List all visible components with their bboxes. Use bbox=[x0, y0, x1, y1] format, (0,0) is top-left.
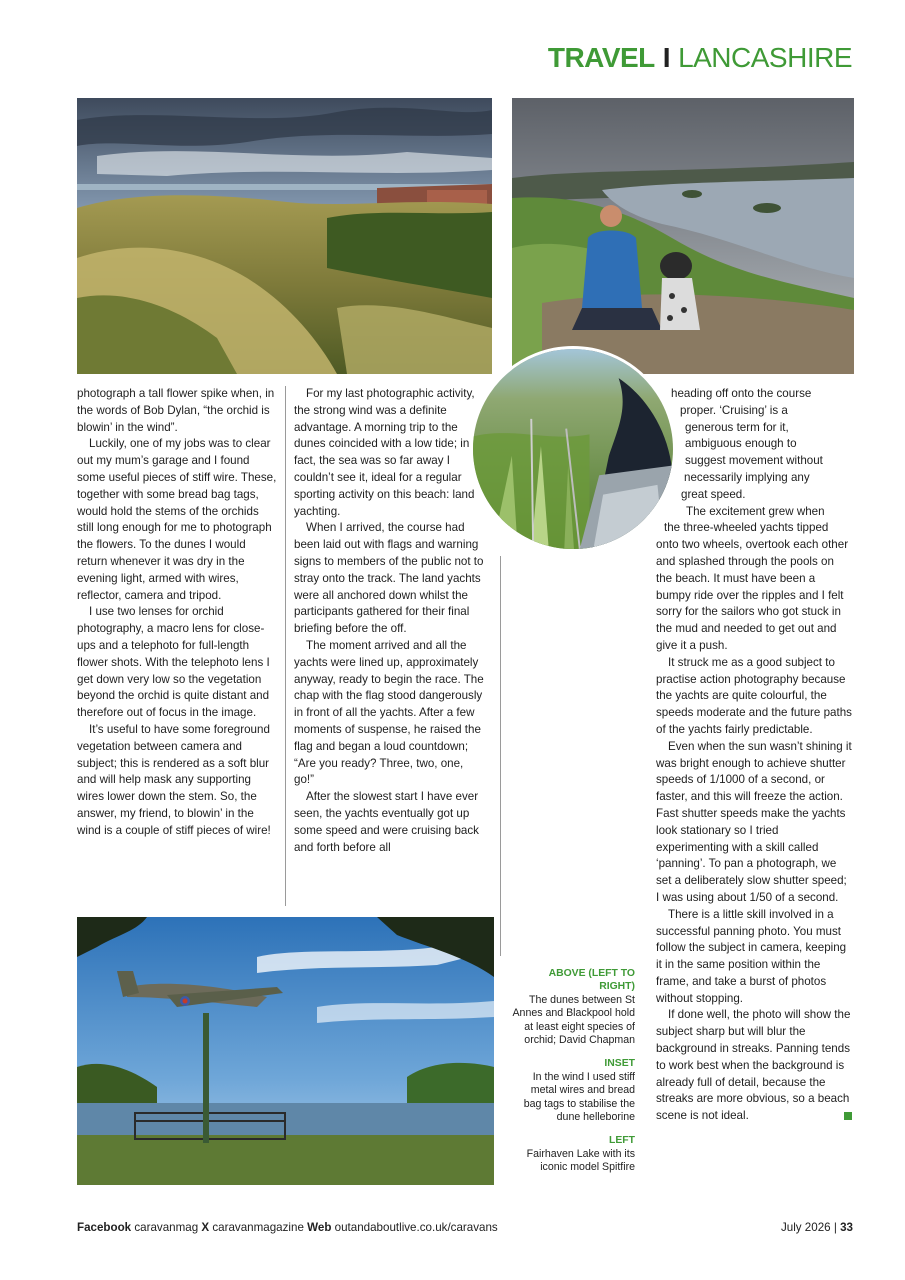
web-url[interactable]: outandaboutlive.co.uk/caravans bbox=[334, 1221, 498, 1234]
x-label: X bbox=[201, 1221, 210, 1234]
column-rule-2 bbox=[500, 556, 501, 956]
photo-orchid-inset bbox=[470, 346, 676, 552]
caption-left bbox=[512, 1134, 635, 1174]
text-line: heading off onto the course bbox=[671, 387, 812, 400]
text-line: necessarily implying any bbox=[684, 470, 810, 484]
header-separator: I bbox=[662, 42, 671, 73]
photo-dunes bbox=[77, 98, 492, 374]
caption-inset bbox=[512, 1057, 635, 1124]
photo-captions bbox=[512, 967, 635, 1185]
text-line: The excitement grew when bbox=[686, 504, 825, 518]
article-column-3 bbox=[656, 386, 852, 1125]
text-line: suggest movement without bbox=[685, 454, 823, 468]
paragraph: The moment arrived and all the yachts were lined up, approximately anyway, ready to begin the race. The chap with the flag stood dangerously in front of all the yachts. After a few moments of suspense, he raised the flag and began a loud countdown; “Are you ready? Three, two, one, go!” bbox=[294, 638, 484, 787]
paragraph: onto two wheels, overtook each other and splashed through the pools on the beach. It must have been a bumpy ride over the ripples and I felt sorry for the sailors who got stuck in the mud and needed to get out and give it a push. bbox=[656, 538, 849, 652]
page-number: 33 bbox=[840, 1221, 853, 1234]
paragraph-last bbox=[656, 1007, 852, 1125]
issue-date: July 2026 bbox=[780, 1221, 831, 1234]
article-column-2 bbox=[294, 386, 486, 856]
paragraph: I use two lenses for orchid photography, a macro lens for close-ups and a telephoto for full-length flower shots. With the telephoto lens I get down very low so the vegetation beyond the orchid is quite distant and therefore out of focus in the image. bbox=[77, 605, 270, 720]
issue-and-page bbox=[781, 1221, 853, 1234]
x-handle: caravanmagazine bbox=[212, 1221, 304, 1234]
text-line: ambiguous enough to bbox=[685, 437, 797, 451]
caption-text: Fairhaven Lake with its iconic model Spitfire bbox=[526, 1147, 635, 1174]
section-title: TRAVEL bbox=[547, 42, 655, 73]
column-rule-1 bbox=[285, 386, 286, 906]
text-line: proper. ‘Cruising’ is a bbox=[680, 403, 788, 417]
caption-above bbox=[512, 967, 635, 1047]
section-subtitle: LANCASHIRE bbox=[678, 42, 852, 73]
paragraph: photograph a tall flower spike when, in the words of Bob Dylan, “the orchid is blowin’ in the wind”. bbox=[77, 387, 275, 434]
photo-hiker-dog bbox=[512, 98, 854, 374]
paragraph: When I arrived, the course had been laid out with flags and warning signs to members of the public not to stray onto the track. The land yachts were all anchored down whilst the participants gathered for their final briefing before the off. bbox=[294, 521, 484, 636]
paragraph: Even when the sun wasn’t shining it was bright enough to achieve shutter speeds of 1/1000 of a second, or faster, and this will freeze the action. Fast shutter speeds make the yachts look stationary so I tried experimenting with a skill called ‘panning’. To pan a photograph, we set a deliberately slow shutter speed; I was using about 1/50 of a second. bbox=[656, 739, 852, 904]
facebook-handle: caravanmag bbox=[134, 1221, 199, 1234]
caption-heading: INSET bbox=[604, 1058, 635, 1070]
paragraph: Luckily, one of my jobs was to clear out my mum’s garage and I found some useful pieces of stiff wire. These, together with some bread bag tags, would hold the stems of the orchids still long enough for me to photograph the flowers. To the dunes I would return whenever it was dry in the evening light, armed with wires, reflector, camera and tripod. bbox=[77, 437, 277, 602]
wrapped-lines bbox=[656, 386, 852, 537]
paragraph: After the slowest start I have ever seen, the yachts eventually got up some speed and were cruising back and forth before all bbox=[294, 790, 479, 854]
caption-heading: ABOVE (LEFT TO RIGHT) bbox=[548, 968, 635, 993]
end-of-article-mark bbox=[844, 1112, 852, 1120]
caption-text: In the wind I used stiff metal wires and bread bag tags to stabilise the dune helleborine bbox=[523, 1070, 635, 1124]
paragraph: It struck me as a good subject to practise action photography because the yachts are quite colourful, the speeds moderate and the future paths of the yachts fairly predictable. bbox=[656, 655, 852, 736]
text-line: generous term for it, bbox=[685, 420, 789, 434]
caption-heading: LEFT bbox=[609, 1135, 635, 1147]
facebook-label: Facebook bbox=[77, 1221, 132, 1234]
article-column-1 bbox=[77, 386, 277, 840]
paragraph: For my last photographic activity, the strong wind was a definite advantage. A morning trip to the dunes coincided with a low tide; in fact, the sea was so far away I couldn’t see it, ideal for a regular sporting activity on this beach: land yachting. bbox=[294, 387, 475, 518]
web-label: Web bbox=[307, 1221, 332, 1234]
page-footer bbox=[77, 1221, 853, 1234]
text-line: great speed. bbox=[681, 487, 746, 501]
paragraph: There is a little skill involved in a successful panning photo. You must follow the subject in camera, keeping it in the same position within the frame, and take a burst of photos without stopping. bbox=[656, 907, 847, 1005]
caption-text: The dunes between St Annes and Blackpool hold at least eight species of orchid; David Chapman bbox=[512, 993, 635, 1047]
paragraph-text: If done well, the photo will show the subject sharp but will blur the background in streaks. Panning tends to work best when the background is already full of detail, because the streaks are more obvious, so a beach scene is not ideal. bbox=[656, 1008, 851, 1123]
page-separator: | bbox=[833, 1221, 837, 1234]
paragraph: It’s useful to have some foreground vegetation between camera and subject; this is rendered as a soft blur and will help mask any supporting wires lower down the stem. So, the answer, my friend, to blowin’ in the wind is a couple of stiff pieces of wire! bbox=[77, 722, 271, 837]
section-header bbox=[548, 42, 852, 74]
text-line: the three-wheeled yachts tipped bbox=[664, 521, 829, 535]
photo-spitfire bbox=[77, 917, 494, 1185]
